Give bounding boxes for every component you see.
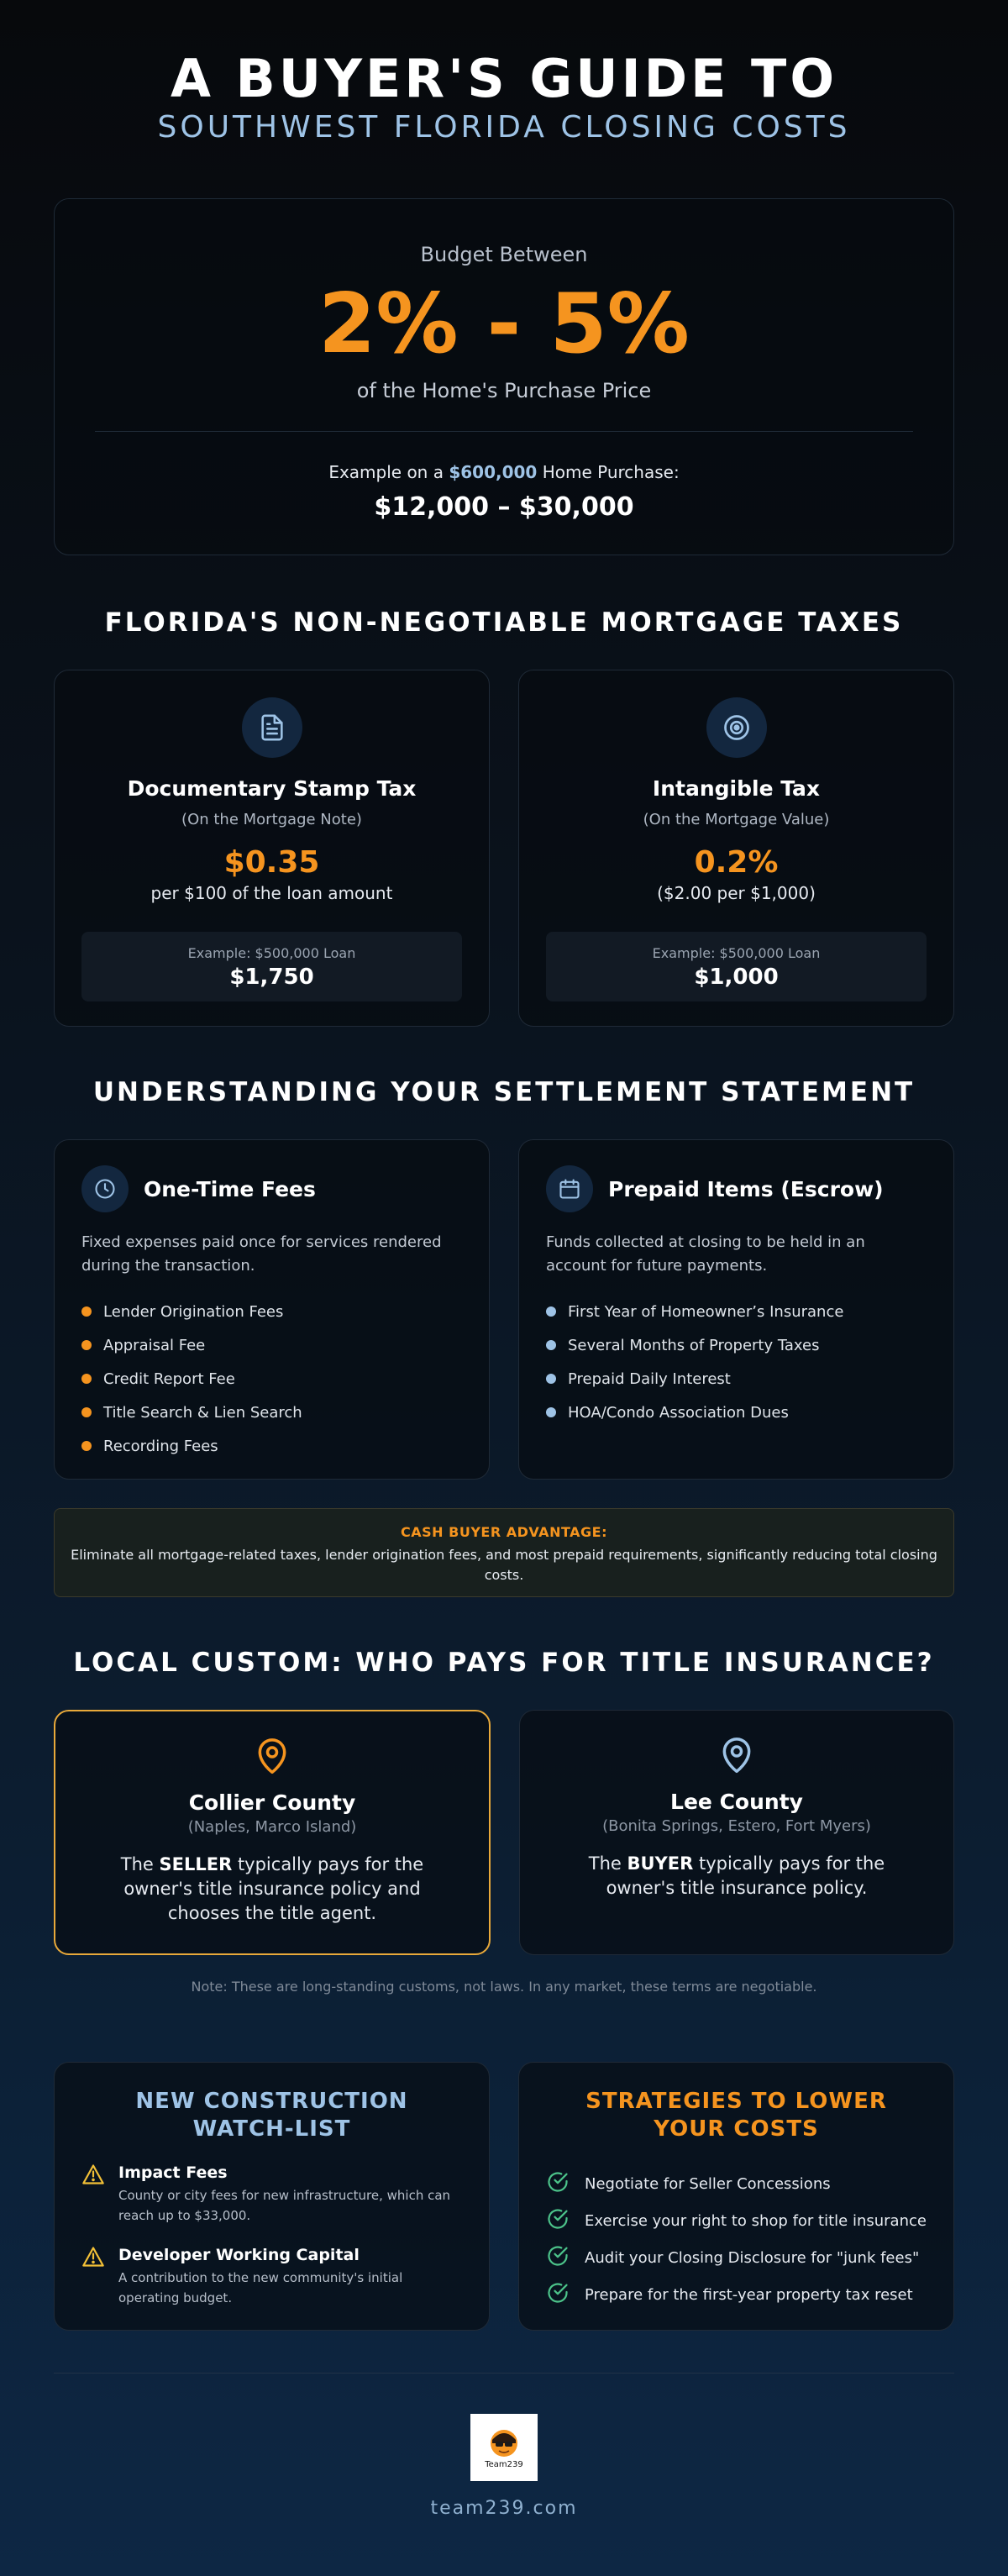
tax-basis: (On the Mortgage Note) (181, 811, 362, 828)
list-item-label: Audit your Closing Disclosure for "junk fees" (585, 2248, 920, 2267)
bullet (546, 1407, 556, 1417)
custom-pre: The (588, 1853, 627, 1874)
list-item (81, 1328, 462, 1362)
prepaid-items-card (518, 1139, 954, 1480)
example-amount: $600,000 (449, 462, 538, 482)
county-cities: (Bonita Springs, Estero, Fort Myers) (602, 1817, 871, 1835)
budget-card (54, 198, 954, 555)
tax-example-label: Example: $500,000 Loan (652, 945, 821, 961)
list-item-label: Several Months of Property Taxes (568, 1336, 820, 1354)
list-item (81, 1295, 462, 1328)
check-circle-icon (546, 2170, 570, 2198)
list-item-label: First Year of Homeowner’s Insurance (568, 1302, 844, 1321)
callout-title: CASH BUYER ADVANTAGE: (401, 1524, 607, 1540)
strategies-list (546, 2165, 927, 2313)
county-cities: (Naples, Marco Island) (187, 1818, 357, 1836)
list-item-label: Prepare for the first-year property tax reset (585, 2285, 913, 2304)
county-name: Lee County (670, 1790, 803, 1814)
list-item-label: Appraisal Fee (103, 1336, 206, 1354)
tax-example-box (81, 932, 462, 1001)
list-item-label: Lender Origination Fees (103, 1302, 284, 1321)
fee-card-title: One-Time Fees (144, 1176, 316, 1201)
intangible-tax-card (518, 670, 954, 1027)
calendar-icon (546, 1165, 593, 1212)
bullet (81, 1306, 92, 1317)
list-item-label: Title Search & Lien Search (103, 1403, 302, 1422)
fee-card-title: Prepaid Items (Escrow) (608, 1176, 884, 1201)
bullet (81, 1441, 92, 1451)
watch-list-item (81, 2246, 462, 2308)
page-subtitle: SOUTHWEST FLORIDA CLOSING COSTS (157, 110, 851, 145)
map-pin-icon (55, 1737, 489, 1780)
fee-card-desc: Funds collected at closing to be held in an account for future payments. (546, 1233, 865, 1275)
tax-name: Documentary Stamp Tax (127, 776, 417, 801)
custom-pre: The (120, 1854, 160, 1874)
strategies-title: STRATEGIES TO LOWER YOUR COSTS (585, 2089, 887, 2142)
doc-stamp-card (54, 670, 490, 1027)
custom-post: typically pays for the owner's title insurance policy. (606, 1853, 885, 1898)
tax-rate-sub: ($2.00 per $1,000) (657, 883, 816, 903)
check-circle-icon (546, 2244, 570, 2272)
watch-list-item (81, 2163, 462, 2226)
county-custom (55, 1853, 489, 1926)
watch-item-title: Developer Working Capital (118, 2246, 360, 2264)
tax-basis: (On the Mortgage Value) (643, 811, 830, 828)
settlement-section-title: UNDERSTANDING YOUR SETTLEMENT STATEMENT (92, 1077, 916, 1107)
new-construction-title: NEW CONSTRUCTION WATCH-LIST (135, 2089, 408, 2142)
strategies-card (518, 2062, 954, 2331)
county-custom (520, 1852, 953, 1900)
budget-range: 2% - 5% (318, 276, 690, 372)
list-item-label: Recording Fees (103, 1437, 218, 1455)
map-pin-icon (520, 1736, 953, 1780)
one-time-fee-list (81, 1295, 462, 1463)
tax-rate: $0.35 (223, 845, 320, 880)
tax-example-value: $1,000 (694, 965, 779, 990)
divider (95, 431, 913, 432)
one-time-fees-card (54, 1139, 490, 1480)
title-insurance-section-title: LOCAL CUSTOM: WHO PAYS FOR TITLE INSURANCE? (73, 1648, 935, 1678)
list-item (546, 2239, 927, 2276)
list-item (546, 1328, 927, 1362)
watch-item-desc: A contribution to the new community's initial operating budget. (118, 2270, 403, 2305)
collier-county-card (54, 1710, 491, 1955)
budget-sub: of the Home's Purchase Price (356, 379, 652, 402)
list-item (546, 2276, 927, 2313)
tax-rate-sub: per $100 of the loan amount (150, 883, 393, 903)
list-item-label: HOA/Condo Association Dues (568, 1403, 789, 1422)
list-item (546, 2202, 927, 2239)
custom-payer: BUYER (627, 1853, 694, 1874)
footer-divider (54, 2373, 954, 2374)
cash-buyer-callout (54, 1508, 954, 1597)
warning-icon (81, 2163, 105, 2226)
tax-rate: 0.2% (694, 845, 779, 880)
list-item-label: Negotiate for Seller Concessions (585, 2174, 831, 2193)
custom-post: typically pays for the owner's title insurance policy and chooses the title agent. (123, 1854, 424, 1923)
watch-item-desc: County or city fees for new infrastructure, which can reach up to $33,000. (118, 2188, 451, 2223)
budget-example-value: $12,000 – $30,000 (374, 492, 634, 522)
lee-county-card (519, 1710, 954, 1955)
tax-cards (54, 670, 954, 1027)
fee-card-desc: Fixed expenses paid once for services rendered during the transaction. (81, 1233, 442, 1275)
callout-body: Eliminate all mortgage-related taxes, lender origination fees, and most prepaid requirements, significantly reducing total closing costs. (71, 1547, 937, 1583)
bullet (546, 1306, 556, 1317)
website-link[interactable]: team239.com (430, 2498, 578, 2519)
bullet (81, 1407, 92, 1417)
list-item-label: Credit Report Fee (103, 1369, 235, 1388)
logo-mark-icon (486, 2426, 522, 2458)
county-cards (54, 1710, 954, 1955)
list-item (81, 1396, 462, 1429)
tax-name: Intangible Tax (652, 776, 821, 801)
hero (54, 0, 954, 146)
list-item (546, 2165, 927, 2202)
fee-card-header (546, 1165, 927, 1212)
tax-example-box (546, 932, 927, 1001)
budget-lead: Budget Between (420, 243, 588, 266)
team239-logo[interactable] (470, 2414, 538, 2481)
example-suffix: Home Purchase: (537, 462, 680, 482)
watch-item-title: Impact Fees (118, 2163, 228, 2182)
list-item (546, 1362, 927, 1396)
new-construction-card (54, 2062, 490, 2331)
list-item (81, 1362, 462, 1396)
bullet (81, 1340, 92, 1350)
clock-icon (81, 1165, 129, 1212)
title-insurance-note: Note: These are long-standing customs, not laws. In any market, these terms are negotiable. (191, 1979, 817, 1995)
custom-payer: SELLER (159, 1854, 233, 1874)
tax-example-label: Example: $500,000 Loan (187, 945, 356, 961)
coin-icon (706, 697, 767, 758)
example-prefix: Example on a (328, 462, 449, 482)
list-item (546, 1295, 927, 1328)
logo-text: Team239 (485, 2459, 523, 2469)
fee-cards (54, 1139, 954, 1480)
tax-example-value: $1,750 (229, 965, 314, 990)
fee-card-header (81, 1165, 462, 1212)
warning-icon (81, 2246, 105, 2308)
county-name: Collier County (188, 1790, 356, 1815)
check-circle-icon (546, 2207, 570, 2235)
document-icon (242, 697, 302, 758)
bottom-cards (54, 2062, 954, 2331)
list-item-label: Prepaid Daily Interest (568, 1369, 731, 1388)
check-circle-icon (546, 2281, 570, 2309)
list-item (81, 1429, 462, 1463)
budget-example (55, 462, 953, 482)
bullet (546, 1374, 556, 1384)
page-title: A BUYER'S GUIDE TO (170, 48, 838, 109)
taxes-section-title: FLORIDA'S NON-NEGOTIABLE MORTGAGE TAXES (104, 607, 904, 638)
bullet (81, 1374, 92, 1384)
prepaid-item-list (546, 1295, 927, 1429)
list-item-label: Exercise your right to shop for title insurance (585, 2211, 927, 2230)
bullet (546, 1340, 556, 1350)
list-item (546, 1396, 927, 1429)
